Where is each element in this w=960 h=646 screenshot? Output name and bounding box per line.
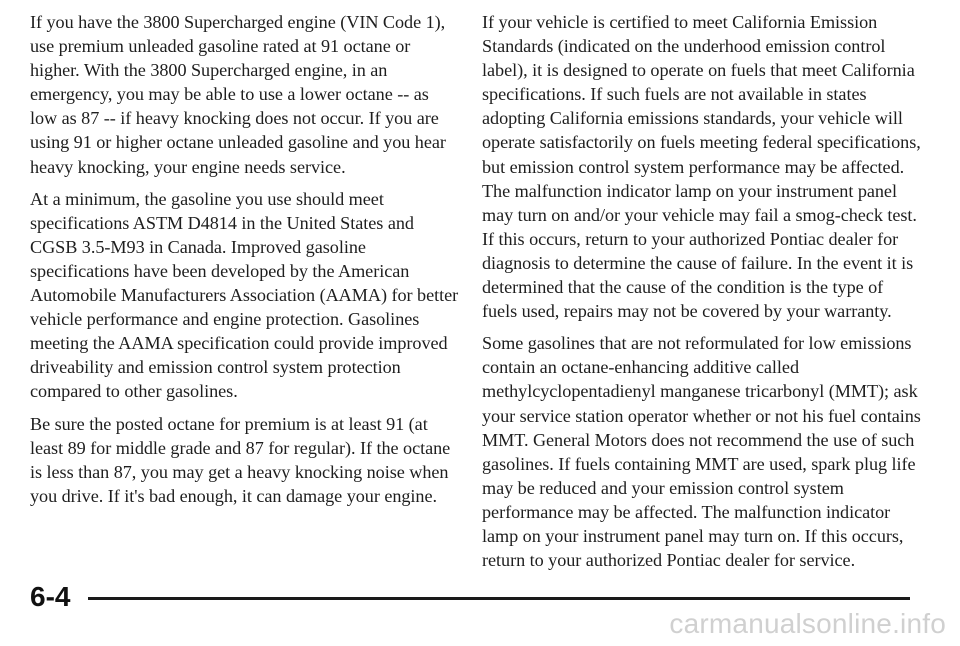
paragraph-posted-octane: Be sure the posted octane for premium is at least 91 (at least 89 for middle grade and 87 for regular). If the octane is less than 87, you may get a heavy knocking noise when you drive. If it's bad enough, it can damage your engine. [30,413,451,506]
page-number: 6-4 [30,581,71,612]
left-text-column [30,10,460,516]
site-watermark: carmanualsonline.info [669,608,946,639]
paragraph-premium-octane: If you have the 3800 Supercharged engine (VIN Code 1), use premium unleaded gasoline rated at 91 octane or higher. With the 3800 Supercharged engine, in an emergency, you may be able to use a lower octane -- as low as 87 -- if heavy knocking does not occur. If you are using 91 or higher octane unleaded gasoline and you hear heavy knocking, your engine needs service. [30,12,446,177]
right-text-column [482,10,922,580]
paragraph-california-emission: If your vehicle is certified to meet California Emission Standards (indicated on the underhood emission control label), it is designed to operate on fuels that meet California specifications. If such fuels are not available in states adopting California emissions standards, your vehicle will operate satisfactorily on fuels meeting federal specifications, but emission control system performance may be affected. The malfunction indicator lamp on your instrument panel may turn on and/or your vehicle may fail a smog-check test. If this occurs, return to your authorized Pontiac dealer for diagnosis to determine the cause of failure. In the event it is determined that the cause of the condition is the type of fuels used, repairs may not be covered by your warranty. [482,12,921,322]
paragraph-mmt-additive: Some gasolines that are not reformulated for low emissions contain an octane-enhancing additive called methylcyclopentadienyl manganese tricarbonyl (MMT); ask your service station operator whether or not his fuel contains MMT. General Motors does not recommend the use of such gasolines. If fuels containing MMT are used, spark plug life may be reduced and your emission control system performance may be affected. The malfunction indicator lamp on your instrument panel may turn on. If this occurs, return to your authorized Pontiac dealer for service. [482,333,921,571]
paragraph-gasoline-specifications: At a minimum, the gasoline you use should meet specifications ASTM D4814 in the United States and CGSB 3.5-M93 in Canada. Improved gasoline specifications have been developed by the American Automobile Manufacturers Association (AAMA) for better vehicle performance and engine protection. Gasolines meeting the AAMA specification could provide improved driveability and emission control system protection compared to other gasolines. [30,188,459,402]
footer-divider [88,597,910,600]
